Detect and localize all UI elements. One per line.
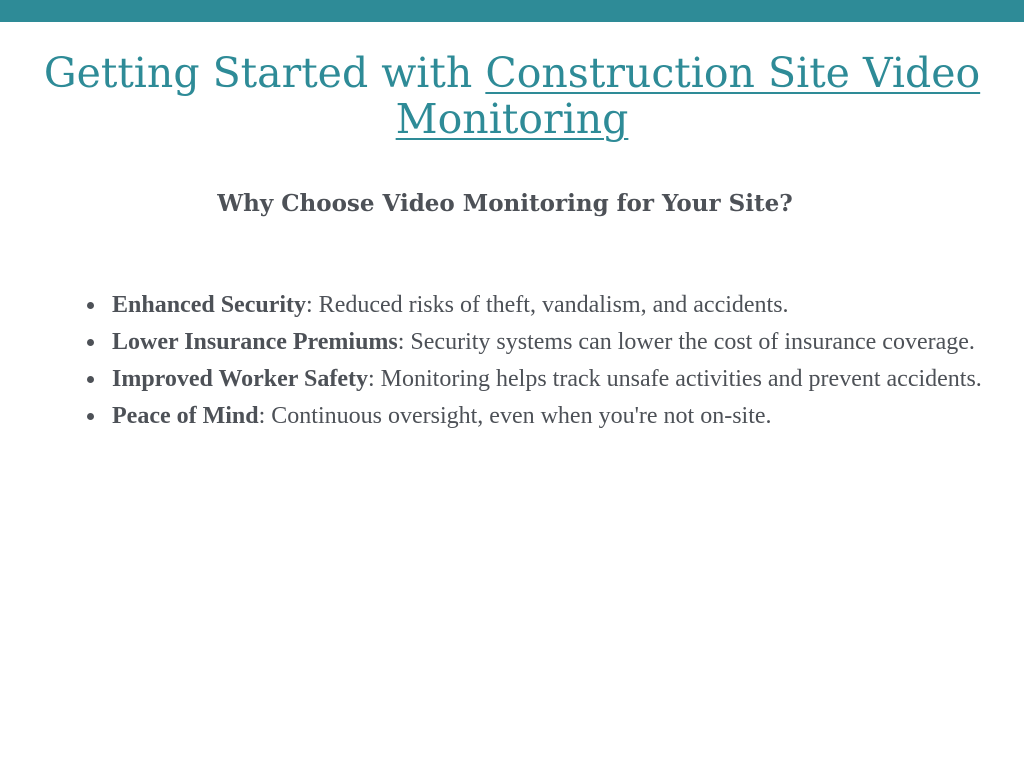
bullet-term: Lower Insurance Premiums: [112, 329, 398, 355]
list-item: [112, 324, 1000, 361]
section-heading: Why Choose Video Monitoring for Your Site?: [217, 190, 793, 217]
bullet-dot-icon: [87, 413, 94, 420]
bullet-term: Improved Worker Safety: [112, 366, 368, 392]
bullet-term: Enhanced Security: [112, 292, 307, 318]
list-item: [112, 361, 1000, 398]
bullet-dot-icon: [87, 376, 94, 383]
title-link[interactable]: Construction Site Video Monitoring: [395, 49, 981, 143]
bullet-dot-icon: [87, 302, 94, 309]
bullet-text: : Continuous oversight, even when you're not on-site.: [258, 403, 772, 429]
page-title: [0, 50, 1024, 142]
bullet-text: : Reduced risks of theft, vandalism, and accidents.: [306, 292, 789, 318]
list-item: [112, 287, 1000, 324]
title-text: Getting Started with: [43, 49, 486, 97]
top-accent-bar: [0, 0, 1024, 22]
bullet-dot-icon: [87, 339, 94, 346]
list-item: [112, 398, 1000, 435]
bullet-text: : Security systems can lower the cost of insurance coverage.: [397, 329, 975, 355]
benefits-list: [112, 287, 1000, 435]
bullet-term: Peace of Mind: [112, 403, 259, 429]
bullet-text: : Monitoring helps track unsafe activities and prevent accidents.: [368, 366, 982, 392]
